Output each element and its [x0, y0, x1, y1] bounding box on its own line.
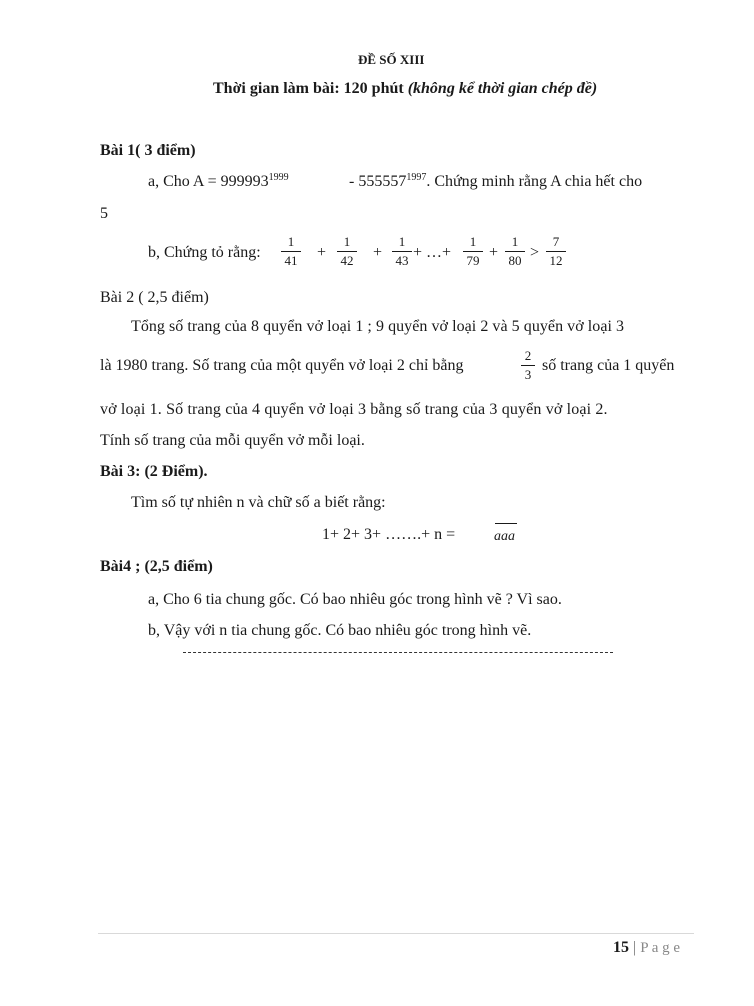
footer-rule	[98, 933, 694, 934]
bai3-text: Tìm số tự nhiên n và chữ số a biết rằng:	[131, 494, 386, 511]
overline-bar	[495, 523, 517, 524]
bai1-b-prefix: b, Chứng tỏ rằng:	[148, 244, 261, 261]
bai2-line4: Tính số trang của mỗi quyển vở mỗi loại.	[100, 432, 365, 449]
greater-than-sign: >	[530, 244, 540, 261]
bai2-title: Bài 2 ( 2,5 điểm)	[100, 289, 209, 306]
dashed-separator	[183, 652, 613, 653]
bai3-equation-left: 1+ 2+ 3+ …….+ n =	[322, 526, 456, 543]
fraction-denominator: 79	[466, 253, 480, 268]
plus-sign: +	[489, 244, 499, 261]
page-label: P a g e	[640, 940, 681, 956]
fraction-numerator: 2	[524, 348, 532, 363]
time-note: (không kể thời gian chép đề)	[407, 80, 598, 97]
bai1-a-exp1: 1999	[268, 172, 289, 183]
bai2-line1: Tổng số trang của 8 quyển vở loại 1 ; 9 quyển vở loại 2 và 5 quyển vở loại 3	[131, 318, 625, 335]
fraction-1-41	[281, 235, 301, 268]
fraction-1-42	[337, 235, 357, 268]
fraction-denominator: 41	[284, 253, 298, 268]
fraction-2-3	[521, 349, 535, 382]
exam-time	[213, 79, 597, 99]
page-separator: |	[633, 939, 637, 956]
bai1-a-prefix: a, Cho A = 999993	[148, 173, 269, 190]
fraction-denominator: 42	[340, 253, 354, 268]
fraction-1-79	[463, 235, 483, 268]
plus-sign: +	[317, 244, 327, 261]
plus-sign: +	[373, 244, 383, 261]
bai1-a-line	[148, 172, 289, 192]
bai1-a-wrap: 5	[100, 205, 108, 222]
fraction-denominator: 3	[524, 367, 532, 382]
fraction-7-12	[546, 235, 566, 268]
ellipsis-sum: + …+	[413, 244, 452, 261]
page-number: 15	[613, 939, 629, 956]
fraction-denominator: 12	[549, 253, 563, 268]
bai4-b: b, Vậy với n tia chung gốc. Có bao nhiêu góc trong hình vẽ.	[148, 622, 532, 639]
fraction-numerator: 1	[398, 234, 406, 249]
fraction-numerator: 1	[469, 234, 477, 249]
bai2-line2-a: là 1980 trang. Số trang của một quyển vở loại 2 chỉ bằng	[100, 357, 464, 374]
fraction-1-43	[392, 235, 412, 268]
fraction-numerator: 1	[511, 234, 519, 249]
bai3-equation-right: aaa	[494, 529, 515, 544]
bai3-title: Bài 3: (2 Điểm).	[100, 463, 208, 480]
page-footer	[613, 938, 680, 958]
fraction-1-80	[505, 235, 525, 268]
bai4-a: a, Cho 6 tia chung gốc. Có bao nhiêu góc trong hình vẽ ? Vì sao.	[148, 591, 562, 608]
fraction-numerator: 7	[552, 234, 560, 249]
bai2-line3: vở loại 1. Số trang của 4 quyển vở loại 3 bằng số trang của 3 quyển vở loại 2.	[100, 401, 608, 418]
time-label: Thời gian làm bài: 120 phút	[213, 80, 404, 97]
bai4-title: Bài4 ; (2,5 điểm)	[100, 558, 213, 575]
bai1-a-rest	[349, 172, 642, 192]
fraction-numerator: 1	[343, 234, 351, 249]
bai1-a-suffix: . Chứng minh rằng A chia hết cho	[426, 173, 643, 190]
fraction-denominator: 80	[508, 253, 522, 268]
bai1-a-exp2: 1997	[406, 172, 427, 183]
bai1-title: Bài 1( 3 điểm)	[100, 142, 196, 159]
exam-number: ĐỀ SỐ XIII	[358, 52, 425, 67]
bai1-a-minus: - 555557	[349, 173, 407, 190]
bai2-line2-b: số trang của 1 quyển	[542, 357, 675, 374]
fraction-denominator: 43	[395, 253, 409, 268]
fraction-numerator: 1	[287, 234, 295, 249]
